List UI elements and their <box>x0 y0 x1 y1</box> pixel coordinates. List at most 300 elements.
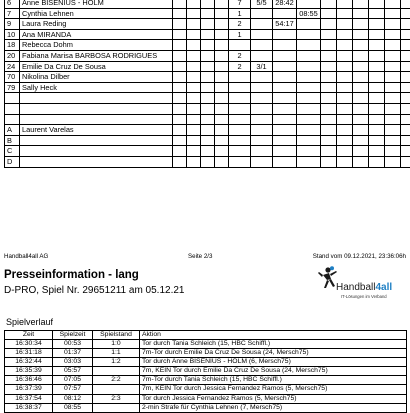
stat-cell <box>251 103 273 114</box>
cell-spielstand: 1:2 <box>93 358 140 367</box>
stat-cell: 28:42 <box>273 0 297 8</box>
player-name: Emilie Da Cruz De Sousa <box>20 61 173 72</box>
table-row <box>5 156 410 167</box>
stat-cell: 5/5 <box>251 0 273 8</box>
empty-cell <box>201 40 215 51</box>
player-number: 7 <box>5 8 20 19</box>
stat-cell <box>273 29 297 40</box>
player-name <box>20 135 173 146</box>
empty-cell <box>201 50 215 61</box>
empty-cell <box>385 8 401 19</box>
player-number: 9 <box>5 19 20 30</box>
empty-cell <box>369 93 385 104</box>
stat-cell <box>297 103 321 114</box>
empty-cell <box>353 103 369 114</box>
empty-cell <box>401 103 410 114</box>
empty-cell <box>187 50 201 61</box>
cell-spielstand <box>93 367 140 376</box>
cell-spielstand: 2:2 <box>93 376 140 385</box>
stat-cell <box>297 156 321 167</box>
empty-cell <box>321 114 337 125</box>
stat-cell <box>273 125 297 136</box>
stat-cell: 1 <box>229 29 251 40</box>
empty-cell <box>369 82 385 93</box>
cell-spielstand: 1:1 <box>93 349 140 358</box>
player-number: 79 <box>5 82 20 93</box>
empty-cell <box>369 50 385 61</box>
empty-cell <box>173 8 187 19</box>
cell-zeit: 16:31:18 <box>5 349 53 358</box>
player-name <box>20 114 173 125</box>
events-table <box>4 330 407 413</box>
table-row <box>5 376 407 385</box>
empty-cell <box>337 29 353 40</box>
logo-tagline: IT-Lösungen im Verband <box>341 294 387 299</box>
empty-cell <box>401 82 410 93</box>
empty-cell <box>401 114 410 125</box>
cell-zeit: 16:37:39 <box>5 385 53 394</box>
empty-cell <box>401 156 410 167</box>
empty-cell <box>173 156 187 167</box>
empty-cell <box>321 103 337 114</box>
stat-cell <box>229 135 251 146</box>
logo-word-4all: 4all <box>375 282 392 293</box>
player-number: B <box>5 135 20 146</box>
stat-cell <box>251 114 273 125</box>
table-row <box>5 8 410 19</box>
empty-cell <box>353 135 369 146</box>
empty-cell <box>369 0 385 8</box>
empty-cell <box>401 125 410 136</box>
stat-cell <box>297 72 321 83</box>
empty-cell <box>201 156 215 167</box>
cell-spielzeit: 07:05 <box>53 376 93 385</box>
logo-wordmark <box>336 282 392 293</box>
empty-cell <box>369 156 385 167</box>
stat-cell <box>229 82 251 93</box>
table-row <box>5 340 407 349</box>
empty-cell <box>215 135 229 146</box>
empty-cell <box>337 8 353 19</box>
stat-cell: 3/1 <box>251 61 273 72</box>
empty-cell <box>369 103 385 114</box>
player-number: C <box>5 146 20 157</box>
empty-cell <box>321 156 337 167</box>
empty-cell <box>187 135 201 146</box>
player-number: 24 <box>5 61 20 72</box>
empty-cell <box>201 114 215 125</box>
stat-cell: 7 <box>229 0 251 8</box>
empty-cell <box>201 0 215 8</box>
page-subtitle: D-PRO, Spiel Nr. 29651211 am 05.12.21 <box>4 285 184 296</box>
empty-cell <box>385 125 401 136</box>
empty-cell <box>201 8 215 19</box>
cell-zeit: 16:38:37 <box>5 403 53 412</box>
empty-cell <box>173 61 187 72</box>
cell-aktion: 7m, KEIN Tor durch Jessica Fernandez Ramos (5, Mersch75) <box>140 385 407 394</box>
player-number: 6 <box>5 0 20 8</box>
cell-spielzeit: 05:57 <box>53 367 93 376</box>
cell-zeit: 16:36:46 <box>5 376 53 385</box>
cell-aktion: Tor durch Anne BISENIUS - HOLM (6, Mersch75) <box>140 358 407 367</box>
empty-cell <box>215 19 229 30</box>
player-number: A <box>5 125 20 136</box>
stat-cell: 54:17 <box>273 19 297 30</box>
empty-cell <box>401 40 410 51</box>
cell-spielzeit: 03:03 <box>53 358 93 367</box>
empty-cell <box>187 82 201 93</box>
empty-cell <box>385 103 401 114</box>
empty-cell <box>173 29 187 40</box>
empty-cell <box>337 72 353 83</box>
stat-cell <box>273 103 297 114</box>
empty-cell <box>173 82 187 93</box>
empty-cell <box>353 50 369 61</box>
cell-spielstand <box>93 385 140 394</box>
empty-cell <box>385 29 401 40</box>
stat-cell <box>273 50 297 61</box>
empty-cell <box>215 8 229 19</box>
empty-cell <box>173 125 187 136</box>
footer-company: Handball4all AG <box>4 253 48 260</box>
empty-cell <box>215 93 229 104</box>
empty-cell <box>173 103 187 114</box>
empty-cell <box>353 72 369 83</box>
empty-cell <box>201 19 215 30</box>
player-name: Anne BISENIUS - HOLM <box>20 0 173 8</box>
table-row <box>5 0 410 8</box>
empty-cell <box>401 19 410 30</box>
empty-cell <box>321 93 337 104</box>
player-number: 10 <box>5 29 20 40</box>
player-name <box>20 93 173 104</box>
empty-cell <box>201 72 215 83</box>
empty-cell <box>187 93 201 104</box>
stat-cell <box>229 146 251 157</box>
stat-cell <box>297 61 321 72</box>
footer-timestamp: Stand vom 09.12.2021, 23:36:06h <box>313 253 406 260</box>
empty-cell <box>321 61 337 72</box>
empty-cell <box>173 72 187 83</box>
empty-cell <box>337 135 353 146</box>
empty-cell <box>369 114 385 125</box>
table-row <box>5 146 410 157</box>
stat-cell <box>229 114 251 125</box>
player-name: Rebecca Dohm <box>20 40 173 51</box>
empty-cell <box>337 146 353 157</box>
table-row <box>5 72 410 83</box>
stat-cell: 08:55 <box>297 8 321 19</box>
empty-cell <box>369 61 385 72</box>
empty-cell <box>353 125 369 136</box>
player-name: Fabiana Marisa BARBOSA RODRIGUES <box>20 50 173 61</box>
cell-aktion: Tor durch Jessica Fernandez Ramos (5, Mersch75) <box>140 394 407 403</box>
player-name: Laurent Varelas <box>20 125 173 136</box>
stat-cell <box>273 40 297 51</box>
player-name: Sally Heck <box>20 82 173 93</box>
empty-cell <box>215 114 229 125</box>
empty-cell <box>401 72 410 83</box>
empty-cell <box>215 0 229 8</box>
cell-spielzeit: 07:57 <box>53 385 93 394</box>
cell-spielstand <box>93 403 140 412</box>
stat-cell: 2 <box>229 50 251 61</box>
empty-cell <box>201 82 215 93</box>
stat-cell <box>273 93 297 104</box>
empty-cell <box>369 125 385 136</box>
empty-cell <box>187 114 201 125</box>
empty-cell <box>187 29 201 40</box>
logo-word-handball: Handball <box>336 282 375 293</box>
cell-spielstand: 1:0 <box>93 340 140 349</box>
empty-cell <box>369 8 385 19</box>
table-row <box>5 125 410 136</box>
empty-cell <box>187 103 201 114</box>
empty-cell <box>201 125 215 136</box>
table-row <box>5 358 407 367</box>
empty-cell <box>369 72 385 83</box>
empty-cell <box>353 40 369 51</box>
empty-cell <box>385 114 401 125</box>
empty-cell <box>337 82 353 93</box>
player-name <box>20 103 173 114</box>
empty-cell <box>337 19 353 30</box>
table-row <box>5 349 407 358</box>
empty-cell <box>353 0 369 8</box>
empty-cell <box>385 50 401 61</box>
empty-cell <box>321 146 337 157</box>
cell-spielzeit: 01:37 <box>53 349 93 358</box>
table-row <box>5 19 410 30</box>
table-row <box>5 93 410 104</box>
empty-cell <box>369 40 385 51</box>
empty-cell <box>201 146 215 157</box>
empty-cell <box>321 8 337 19</box>
empty-cell <box>201 61 215 72</box>
empty-cell <box>337 50 353 61</box>
table-row <box>5 135 410 146</box>
stat-cell <box>229 40 251 51</box>
stat-cell <box>297 82 321 93</box>
empty-cell <box>337 40 353 51</box>
player-name <box>20 146 173 157</box>
player-name: Laura Reding <box>20 19 173 30</box>
empty-cell <box>385 93 401 104</box>
player-name: Nikolina Dilber <box>20 72 173 83</box>
empty-cell <box>201 103 215 114</box>
player-number: 70 <box>5 72 20 83</box>
stat-cell <box>273 72 297 83</box>
empty-cell <box>187 0 201 8</box>
empty-cell <box>369 29 385 40</box>
cell-zeit: 16:37:54 <box>5 394 53 403</box>
empty-cell <box>385 146 401 157</box>
table-row <box>5 40 410 51</box>
empty-cell <box>321 40 337 51</box>
column-header-spielzeit: Spielzeit <box>53 331 93 340</box>
empty-cell <box>187 8 201 19</box>
empty-cell <box>337 93 353 104</box>
table-row <box>5 50 410 61</box>
stat-cell <box>273 156 297 167</box>
empty-cell <box>215 61 229 72</box>
player-number <box>5 114 20 125</box>
stat-cell <box>273 82 297 93</box>
empty-cell <box>215 156 229 167</box>
empty-cell <box>187 19 201 30</box>
empty-cell <box>173 135 187 146</box>
table-row <box>5 403 407 412</box>
stat-cell <box>251 40 273 51</box>
stat-cell <box>229 72 251 83</box>
empty-cell <box>353 82 369 93</box>
empty-cell <box>321 0 337 8</box>
stat-cell <box>251 72 273 83</box>
stat-cell <box>297 135 321 146</box>
stat-cell <box>229 156 251 167</box>
empty-cell <box>321 125 337 136</box>
stat-cell <box>297 146 321 157</box>
empty-cell <box>187 61 201 72</box>
player-number: D <box>5 156 20 167</box>
empty-cell <box>173 93 187 104</box>
empty-cell <box>401 29 410 40</box>
empty-cell <box>353 93 369 104</box>
cell-aktion: 2-min Strafe für Cynthia Lehnen (7, Mersch75) <box>140 403 407 412</box>
cell-aktion: Tor durch Tania Schleich (15, HBC Schiffl.) <box>140 340 407 349</box>
stat-cell <box>297 40 321 51</box>
cell-aktion: 7m-Tor durch Tania Schleich (15, HBC Schiffl.) <box>140 376 407 385</box>
table-row <box>5 29 410 40</box>
empty-cell <box>215 146 229 157</box>
section-title: Spielverlauf <box>6 317 53 327</box>
stat-cell <box>251 8 273 19</box>
empty-cell <box>187 125 201 136</box>
page-title: Presseinformation - lang <box>4 269 139 281</box>
footer-page-number: Seite 2/3 <box>188 253 212 260</box>
stat-cell <box>297 19 321 30</box>
empty-cell <box>337 114 353 125</box>
empty-cell <box>215 50 229 61</box>
empty-cell <box>337 103 353 114</box>
empty-cell <box>337 61 353 72</box>
stat-cell <box>251 82 273 93</box>
table-row <box>5 114 410 125</box>
stat-cell <box>251 29 273 40</box>
empty-cell <box>385 72 401 83</box>
stat-cell <box>297 125 321 136</box>
stat-cell <box>297 0 321 8</box>
stat-cell: 2 <box>229 19 251 30</box>
cell-spielzeit: 00:53 <box>53 340 93 349</box>
empty-cell <box>187 40 201 51</box>
empty-cell <box>385 135 401 146</box>
empty-cell <box>337 156 353 167</box>
player-number <box>5 93 20 104</box>
column-header-zeit: Zeit <box>5 331 53 340</box>
empty-cell <box>187 146 201 157</box>
empty-cell <box>321 29 337 40</box>
stat-cell <box>229 103 251 114</box>
cell-spielzeit: 08:12 <box>53 394 93 403</box>
empty-cell <box>173 146 187 157</box>
empty-cell <box>369 135 385 146</box>
stat-cell <box>251 156 273 167</box>
cell-zeit: 16:30:34 <box>5 340 53 349</box>
table-row <box>5 367 407 376</box>
cell-zeit: 16:35:39 <box>5 367 53 376</box>
empty-cell <box>321 72 337 83</box>
cell-aktion: 7m, KEIN Tor durch Emilie Da Cruz De Sousa (24, Mersch75) <box>140 367 407 376</box>
table-row <box>5 61 410 72</box>
empty-cell <box>385 82 401 93</box>
empty-cell <box>173 40 187 51</box>
empty-cell <box>353 61 369 72</box>
empty-cell <box>401 61 410 72</box>
player-table <box>4 0 410 168</box>
stat-cell <box>251 135 273 146</box>
player-number <box>5 103 20 114</box>
empty-cell <box>353 146 369 157</box>
empty-cell <box>201 93 215 104</box>
empty-cell <box>321 135 337 146</box>
empty-cell <box>401 135 410 146</box>
stat-cell <box>251 125 273 136</box>
column-header-spielstand: Spielstand <box>93 331 140 340</box>
empty-cell <box>337 0 353 8</box>
empty-cell <box>401 146 410 157</box>
stat-cell <box>273 146 297 157</box>
stat-cell <box>297 114 321 125</box>
stat-cell: 2 <box>229 61 251 72</box>
stat-cell <box>297 93 321 104</box>
empty-cell <box>401 50 410 61</box>
table-row <box>5 103 410 114</box>
stat-cell: 1 <box>229 8 251 19</box>
empty-cell <box>187 72 201 83</box>
empty-cell <box>187 156 201 167</box>
cell-aktion: 7m-Tor durch Emilie Da Cruz De Sousa (24, Mersch75) <box>140 349 407 358</box>
stat-cell <box>273 61 297 72</box>
empty-cell <box>353 29 369 40</box>
column-header-aktion: Aktion <box>140 331 407 340</box>
stat-cell <box>229 93 251 104</box>
empty-cell <box>215 40 229 51</box>
empty-cell <box>385 40 401 51</box>
table-row <box>5 82 410 93</box>
empty-cell <box>353 19 369 30</box>
empty-cell <box>215 125 229 136</box>
empty-cell <box>353 114 369 125</box>
player-name <box>20 156 173 167</box>
empty-cell <box>401 8 410 19</box>
empty-cell <box>173 19 187 30</box>
events-header-row <box>5 331 407 340</box>
player-number: 18 <box>5 40 20 51</box>
empty-cell <box>401 0 410 8</box>
stat-cell <box>297 29 321 40</box>
empty-cell <box>215 29 229 40</box>
empty-cell <box>385 0 401 8</box>
stat-cell <box>251 50 273 61</box>
stat-cell <box>273 135 297 146</box>
empty-cell <box>321 82 337 93</box>
empty-cell <box>173 50 187 61</box>
empty-cell <box>369 146 385 157</box>
empty-cell <box>401 93 410 104</box>
stat-cell <box>251 19 273 30</box>
stat-cell <box>273 114 297 125</box>
